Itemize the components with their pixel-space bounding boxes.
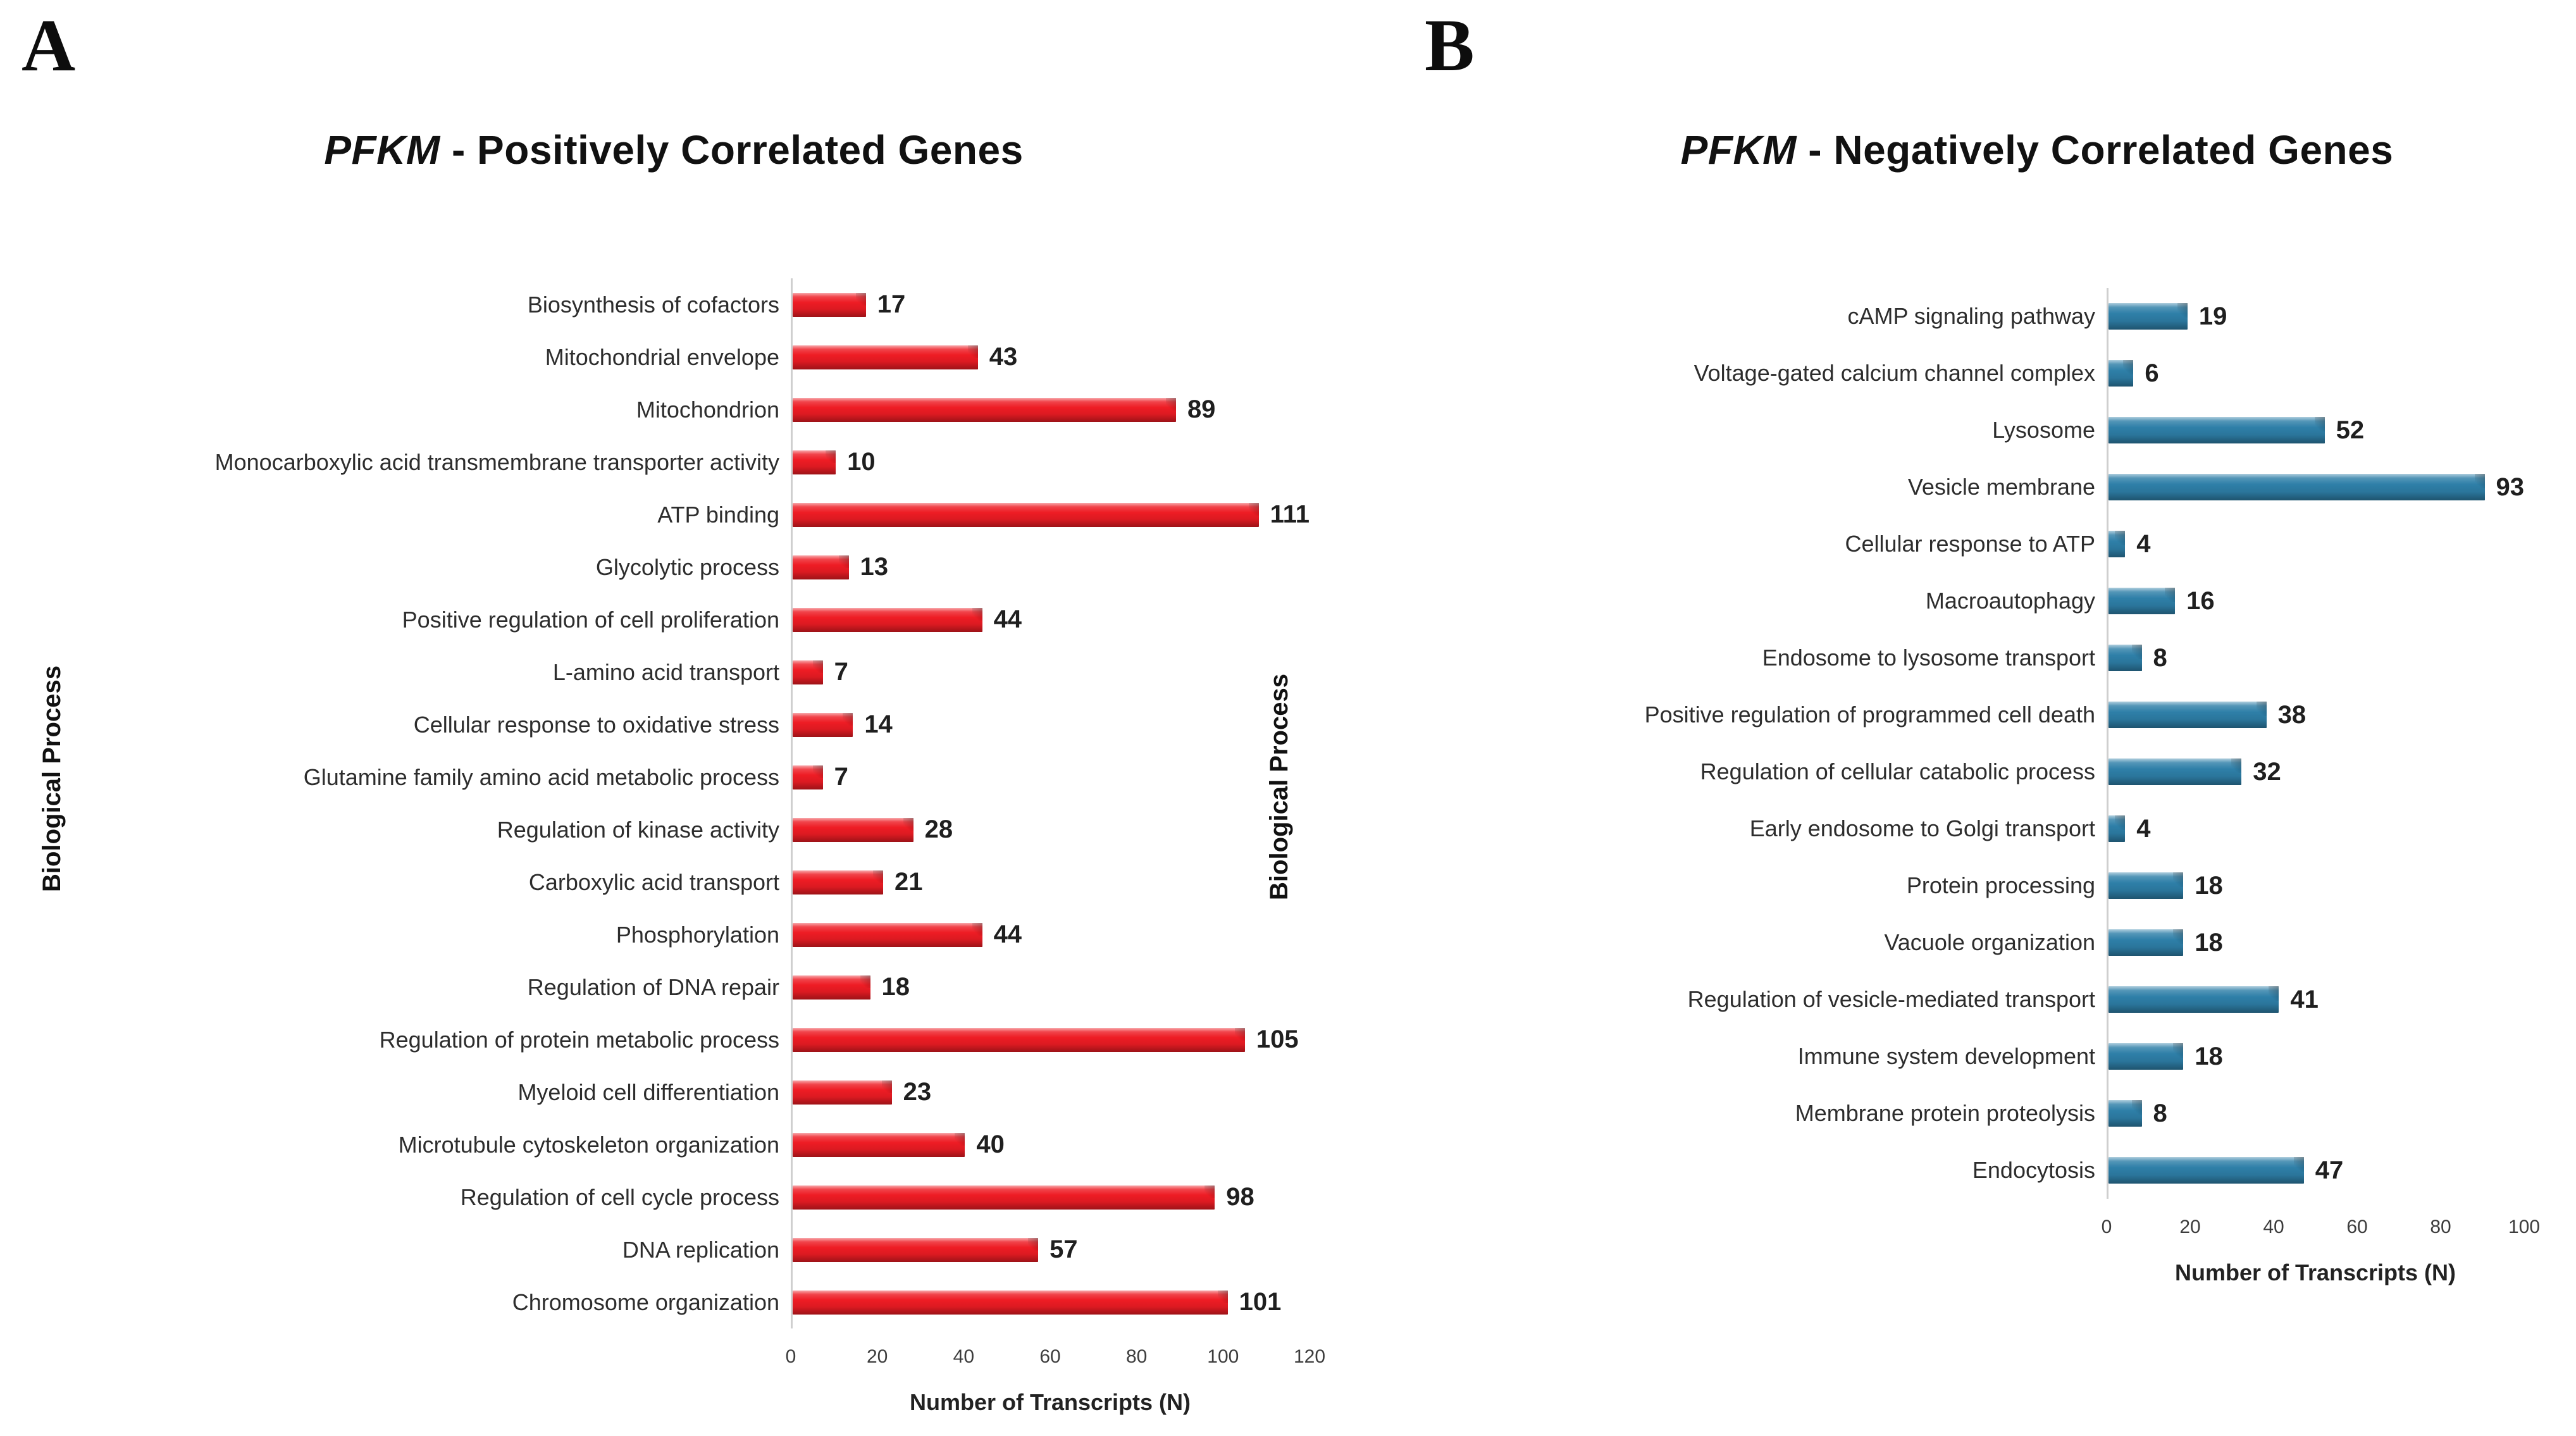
category-label: Lysosome	[1992, 417, 2095, 443]
bar-row	[1265, 288, 2524, 345]
bar	[2108, 474, 2485, 500]
bar-row	[1265, 573, 2524, 629]
bar	[793, 1238, 1038, 1262]
category-label: Vacuole organization	[1884, 929, 2095, 956]
bar-row	[38, 436, 1310, 488]
value-label: 18	[2195, 1042, 2223, 1070]
bar-track	[2107, 1142, 2524, 1199]
value-label: 10	[847, 448, 876, 476]
y-axis-title: Biological Process	[1265, 674, 1293, 900]
bar	[793, 555, 849, 579]
value-label: 18	[2195, 871, 2223, 900]
category-label: Immune system development	[1797, 1043, 2095, 1070]
bar	[793, 1080, 892, 1105]
value-label: 4	[2136, 814, 2151, 843]
bar	[793, 923, 982, 947]
bar	[793, 1291, 1228, 1315]
value-label: 13	[860, 553, 888, 581]
chart-title-text: - Negatively Correlated Genes	[1796, 127, 2394, 173]
value-label: 7	[834, 658, 848, 686]
bar-track	[791, 698, 1310, 751]
category-label: Regulation of vesicle-mediated transport	[1687, 986, 2095, 1013]
value-label: 8	[2153, 643, 2167, 672]
bar	[2108, 588, 2175, 614]
bar-row	[38, 1276, 1310, 1328]
bar	[2108, 872, 2183, 899]
bar-track	[2107, 288, 2524, 345]
x-tick-label: 0	[785, 1346, 796, 1367]
category-label: cAMP signaling pathway	[1847, 303, 2095, 330]
bar-track	[2107, 743, 2524, 800]
bar	[793, 450, 836, 474]
bar-track	[791, 278, 1310, 331]
value-label: 40	[976, 1130, 1005, 1158]
category-label: Regulation of kinase activity	[497, 816, 779, 843]
value-label: 44	[993, 920, 1022, 948]
bar-track	[791, 331, 1310, 383]
value-label: 14	[864, 710, 893, 738]
bar-track	[791, 541, 1310, 593]
bar-row	[38, 1118, 1310, 1171]
value-label: 38	[2277, 700, 2307, 729]
bar	[2108, 360, 2133, 387]
bar	[793, 660, 823, 684]
category-label: Phosphorylation	[616, 921, 779, 948]
value-label: 23	[903, 1078, 932, 1106]
category-label: Positive regulation of cell proliferation	[402, 606, 779, 633]
bar-row	[38, 698, 1310, 751]
bar	[2108, 1100, 2142, 1127]
x-tick-label: 100	[1207, 1346, 1239, 1367]
category-label: DNA replication	[622, 1236, 779, 1263]
value-label: 16	[2186, 586, 2215, 615]
bar-track	[2107, 516, 2524, 573]
value-label: 57	[1050, 1235, 1078, 1263]
x-axis	[785, 1346, 1326, 1387]
bar-track	[2107, 914, 2524, 971]
x-tick-label: 40	[953, 1346, 975, 1367]
bar	[793, 1028, 1245, 1052]
y-axis-title: Biological Process	[38, 665, 66, 893]
bar-row	[1265, 1142, 2524, 1199]
category-label: Microtubule cytoskeleton organization	[398, 1131, 779, 1158]
bar	[793, 503, 1259, 527]
bar-row	[38, 751, 1310, 803]
bar	[2108, 1043, 2183, 1070]
category-label: Cellular response to oxidative stress	[413, 711, 779, 738]
bar	[793, 765, 823, 789]
bar-track	[2107, 686, 2524, 743]
x-tick-label: 120	[1293, 1346, 1326, 1367]
bar-track	[2107, 857, 2524, 914]
value-label: 17	[877, 290, 906, 318]
category-label: Mitochondrion	[636, 396, 779, 423]
bar	[793, 293, 866, 317]
category-label: Cellular response to ATP	[1845, 531, 2095, 557]
value-label: 41	[2290, 985, 2319, 1013]
value-label: 18	[2195, 928, 2223, 956]
bar-chart-negative	[1265, 288, 2541, 1286]
bar-row	[38, 646, 1310, 698]
value-label: 28	[924, 815, 953, 843]
chart-title-positive	[38, 127, 1310, 173]
bar-track	[2107, 629, 2524, 686]
category-label: Mitochondrial envelope	[545, 344, 779, 370]
category-label: Chromosome organization	[512, 1289, 779, 1315]
value-label: 19	[2198, 302, 2227, 330]
bar	[793, 975, 870, 1000]
bar-row	[38, 488, 1310, 541]
value-label: 89	[1187, 395, 1216, 423]
category-label: Endocytosis	[1972, 1157, 2095, 1184]
category-label: Endosome to lysosome transport	[1762, 645, 2095, 671]
x-tick-label: 0	[2101, 1216, 2112, 1237]
bar	[2108, 645, 2142, 671]
bar	[2108, 531, 2125, 557]
bar-track	[2107, 971, 2524, 1028]
value-label: 18	[881, 973, 910, 1001]
value-label: 98	[1226, 1183, 1254, 1211]
bar	[2108, 815, 2125, 842]
category-label: Regulation of protein metabolic process	[379, 1026, 779, 1053]
category-label: Carboxylic acid transport	[528, 869, 779, 895]
bar	[793, 1133, 965, 1157]
value-label: 21	[894, 868, 923, 896]
bar-row	[1265, 743, 2524, 800]
bar	[793, 345, 978, 369]
gene-symbol: PFKM	[1680, 127, 1797, 173]
value-label: 52	[2336, 416, 2365, 444]
gene-symbol: PFKM	[324, 127, 440, 173]
bar-track	[791, 961, 1310, 1013]
bar	[793, 1185, 1215, 1210]
x-tick-label: 100	[2508, 1216, 2541, 1237]
bar-track	[2107, 1085, 2524, 1142]
value-label: 43	[989, 343, 1018, 371]
bar-row	[1265, 402, 2524, 459]
bar-row	[38, 383, 1310, 436]
panel-letter-a: A	[22, 4, 76, 87]
bar-track	[791, 488, 1310, 541]
bar	[2108, 417, 2325, 443]
category-label: Glutamine family amino acid metabolic process	[303, 764, 779, 790]
bar-track	[791, 593, 1310, 646]
bar-row	[38, 1171, 1310, 1223]
category-label: Glycolytic process	[595, 554, 779, 580]
category-label: Membrane protein proteolysis	[1795, 1100, 2095, 1127]
bar-row	[38, 1013, 1310, 1066]
category-label: Monocarboxylic acid transmembrane transporter activity	[214, 449, 779, 475]
bar-track	[791, 856, 1310, 908]
bar	[793, 398, 1176, 422]
bar-track	[791, 1013, 1310, 1066]
category-label: L-amino acid transport	[552, 659, 779, 685]
category-label: ATP binding	[657, 501, 779, 528]
category-label: Regulation of cellular catabolic process	[1700, 758, 2095, 785]
bar-row	[1265, 345, 2524, 402]
bar-row	[1265, 914, 2524, 971]
value-label: 47	[2315, 1156, 2344, 1184]
bar	[793, 713, 853, 737]
bar-track	[791, 908, 1310, 961]
bar-track	[2107, 1028, 2524, 1085]
bar	[2108, 702, 2267, 728]
bar-track	[791, 1276, 1310, 1328]
bar-track	[2107, 573, 2524, 629]
bar	[793, 818, 913, 842]
bar-track	[2107, 345, 2524, 402]
bar	[2108, 303, 2188, 330]
bar	[793, 608, 982, 632]
category-label: Macroautophagy	[1925, 588, 2095, 614]
bar-track	[2107, 459, 2524, 516]
category-label: Early endosome to Golgi transport	[1749, 815, 2095, 842]
category-label: Regulation of DNA repair	[527, 974, 779, 1000]
category-label: Regulation of cell cycle process	[460, 1184, 779, 1210]
category-label: Voltage-gated calcium channel complex	[1694, 360, 2095, 387]
bar	[2108, 758, 2241, 785]
bar	[793, 870, 883, 894]
bar-row	[38, 856, 1310, 908]
value-label: 105	[1256, 1025, 1299, 1053]
bar-chart-positive	[38, 278, 1326, 1416]
bar-row	[1265, 629, 2524, 686]
bar-row	[38, 1223, 1310, 1276]
x-axis-title: Number of Transcripts (N)	[909, 1389, 1191, 1415]
bar-row	[38, 908, 1310, 961]
bar-track	[791, 1066, 1310, 1118]
bar-row	[38, 961, 1310, 1013]
bar-track	[791, 1118, 1310, 1171]
chart-title-negative	[1544, 127, 2530, 173]
bar-track	[791, 383, 1310, 436]
bar-track	[2107, 800, 2524, 857]
x-tick-label: 60	[1039, 1346, 1061, 1367]
bar	[2108, 1157, 2304, 1184]
value-label: 32	[2253, 757, 2281, 786]
x-axis-title: Number of Transcripts (N)	[2174, 1260, 2456, 1285]
bar-track	[791, 751, 1310, 803]
x-axis	[2101, 1216, 2541, 1257]
panel-letter-b: B	[1425, 4, 1475, 87]
bar-row	[38, 541, 1310, 593]
bar-track	[2107, 402, 2524, 459]
value-label: 44	[993, 605, 1022, 633]
bar-row	[1265, 1085, 2524, 1142]
x-tick-label: 60	[2346, 1216, 2368, 1237]
bar-track	[791, 803, 1310, 856]
bar-row	[1265, 459, 2524, 516]
bar-row	[38, 803, 1310, 856]
chart-title-text: - Positively Correlated Genes	[440, 127, 1024, 173]
bar-row	[38, 1066, 1310, 1118]
bar-track	[791, 436, 1310, 488]
bar-row	[1265, 857, 2524, 914]
x-tick-label: 20	[866, 1346, 888, 1367]
category-label: Protein processing	[1906, 872, 2095, 899]
category-label: Myeloid cell differentiation	[517, 1079, 779, 1105]
bar-track	[791, 1223, 1310, 1276]
bar-row	[1265, 971, 2524, 1028]
x-tick-label: 80	[2430, 1216, 2451, 1237]
bar-track	[791, 646, 1310, 698]
bar	[2108, 929, 2183, 956]
rows	[1265, 288, 2524, 1199]
bar-row	[38, 278, 1310, 331]
value-label: 7	[834, 763, 848, 791]
value-label: 111	[1270, 500, 1310, 528]
value-label: 6	[2145, 359, 2159, 387]
bar-row	[38, 593, 1310, 646]
bar-row	[1265, 1028, 2524, 1085]
x-tick-label: 20	[2179, 1216, 2201, 1237]
bar-row	[1265, 800, 2524, 857]
category-label: Biosynthesis of cofactors	[527, 291, 779, 318]
bar-row	[1265, 516, 2524, 573]
value-label: 93	[2496, 473, 2524, 501]
bar-track	[791, 1171, 1310, 1223]
category-label: Vesicle membrane	[1907, 474, 2095, 500]
bar	[2108, 986, 2279, 1013]
bar-row	[1265, 686, 2524, 743]
value-label: 101	[1239, 1288, 1282, 1316]
value-label: 4	[2136, 529, 2151, 558]
x-tick-label: 80	[1125, 1346, 1148, 1367]
x-tick-label: 40	[2263, 1216, 2284, 1237]
rows	[38, 278, 1310, 1328]
value-label: 8	[2153, 1099, 2167, 1127]
category-label: Positive regulation of programmed cell death	[1644, 702, 2095, 728]
bar-row	[38, 331, 1310, 383]
